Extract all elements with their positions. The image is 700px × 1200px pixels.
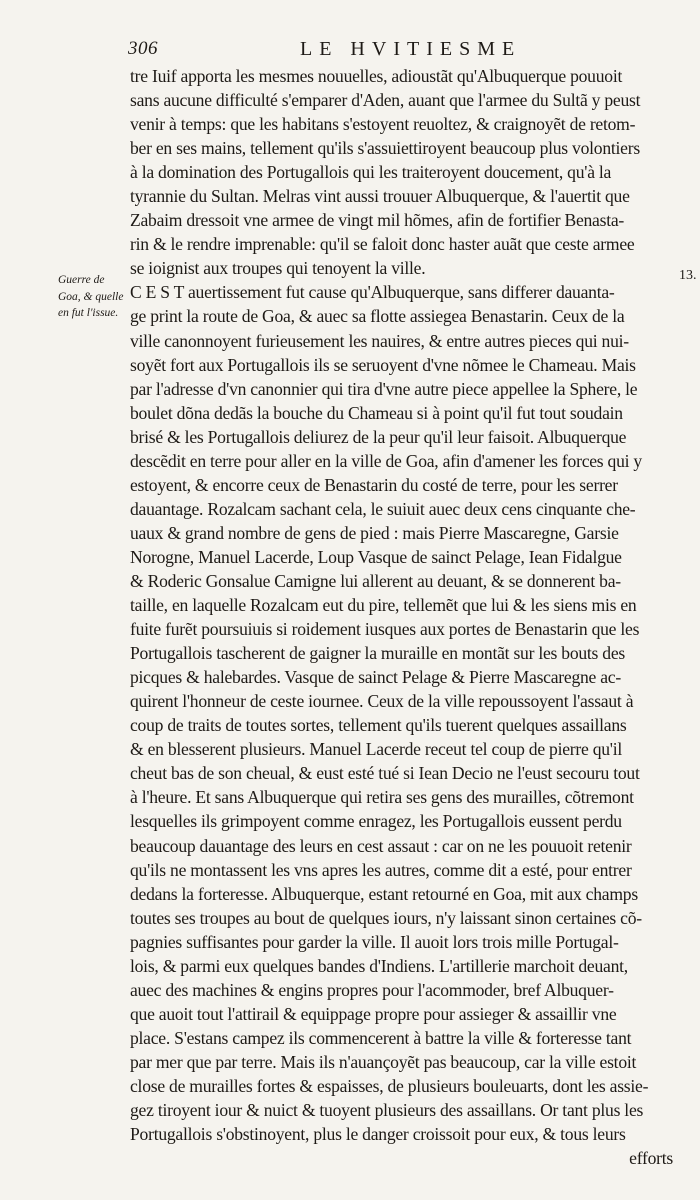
text-line: fuite furẽt poursuiuis si roidement iusques aux portes de Benastarin que les bbox=[130, 619, 640, 640]
text-line: que auoit tout l'attirail & equippage propre pour assieger & assaillir vne bbox=[130, 1003, 617, 1024]
text-line: ber en ses mains, tellement qu'ils s'assuiettiroyent beaucoup plus volontiers bbox=[130, 138, 640, 159]
text-line: brisé & les Portugallois deliurez de la peur qu'il leur faisoit. Albuquerque bbox=[130, 426, 627, 447]
margin-note-line: Guerre de bbox=[58, 274, 105, 286]
text-line: toutes ses troupes au bout de quelques iours, n'y laissant sinon certaines cõ- bbox=[130, 907, 642, 928]
text-line: par mer que par terre. Mais ils n'auançoyẽt pas beaucoup, car la ville estoit bbox=[130, 1051, 637, 1072]
body-text bbox=[130, 64, 677, 1170]
text-line: boulet dõna dedãs la bouche du Chameau si à point qu'il fut tout soudain bbox=[130, 402, 623, 423]
text-line: se ioignist aux troupes qui tenoyent la ville. bbox=[130, 258, 426, 279]
text-line: taille, en laquelle Rozalcam eut du pire, tellemẽt que lui & les siens mis en bbox=[130, 595, 637, 616]
text-line: lois, & parmi eux quelques bandes d'Indiens. L'artillerie marchoit deuant, bbox=[130, 955, 628, 976]
running-head: LE HVITIESME bbox=[300, 38, 522, 60]
text-line: qu'ils ne montassent les vns apres les autres, comme dit a esté, pour entrer bbox=[130, 859, 632, 880]
text-line: pagnies suffisantes pour garder la ville. Il auoit lors trois mille Portugal- bbox=[130, 931, 619, 952]
text-line: par l'adresse d'vn canonnier qui tira d'vne autre piece appellee la Sphere, le bbox=[130, 378, 638, 399]
text-line: estoyent, & encorre ceux de Benastarin du costé de terre, pour les serrer bbox=[130, 474, 618, 495]
margin-chapter-number: 13. bbox=[679, 268, 697, 283]
text-line: Portugallois tascherent de gaigner la muraille en montãt sur les bouts des bbox=[130, 643, 626, 664]
margin-note-line: en fut l'issue. bbox=[58, 307, 119, 319]
text-line: descẽdit en terre pour aller en la ville de Goa, afin d'amener les forces qui y bbox=[130, 450, 642, 471]
text-line: & Roderic Gonsalue Camigne lui allerent au deuant, & se donnerent ba- bbox=[130, 570, 621, 591]
text-line: ville canonnoyent furieusement les nauires, & entre autres pieces qui nui- bbox=[130, 330, 629, 351]
text-line: tyrannie du Sultan. Melras vint aussi trouuer Albuquerque, & l'auertit que bbox=[130, 186, 630, 207]
text-line: lesquelles ils grimpoyent comme enragez, les Portugallois eussent perdu bbox=[130, 811, 622, 832]
text-line: uaux & grand nombre de gens de pied : mais Pierre Mascaregne, Garsie bbox=[130, 522, 619, 543]
margin-note-line: Goa, & quelle bbox=[58, 290, 124, 303]
text-line: place. S'estans campez ils commencerent à battre la ville & forteresse tant bbox=[130, 1027, 632, 1048]
text-line: C E S T auertissement fut cause qu'Albuquerque, sans differer dauanta- bbox=[130, 282, 615, 303]
text-line: quirent l'honneur de ceste iournee. Ceux de la ville repoussoyent l'assaut à bbox=[130, 691, 634, 712]
text-line: Norogne, Manuel Lacerde, Loup Vasque de sainct Pelage, Iean Fidalgue bbox=[130, 546, 622, 567]
text-line: dauantage. Rozalcam sachant cela, le suiuit auec deux cens cinquante che- bbox=[130, 498, 636, 519]
text-line: cheut bas de son cheual, & eust esté tué si Iean Decio ne l'eust secouru tout bbox=[130, 763, 640, 784]
text-line: gez tiroyent iour & nuict & tuoyent plusieurs des assaillans. Or tant plus les bbox=[130, 1100, 644, 1121]
text-line: & en blesserent plusieurs. Manuel Lacerde receut tel coup de pierre qu'il bbox=[130, 739, 623, 760]
text-line: beaucoup dauantage des leurs en cest assaut : car on ne les pouuoit retenir bbox=[130, 835, 632, 856]
text-line: venir à temps: que les habitans s'estoyent reuoltez, & craignoyẽt de retom- bbox=[130, 114, 636, 135]
text-line: picques & halebardes. Vasque de sainct Pelage & Pierre Mascaregne ac- bbox=[130, 667, 621, 688]
text-line: à la domination des Portugallois qui les traiteroyent doucement, qu'à la bbox=[130, 162, 612, 183]
text-line: à l'heure. Et sans Albuquerque qui retira ses gens des murailles, cõtremont bbox=[130, 787, 634, 808]
text-line: tre Iuif apporta les mesmes nouuelles, adioustãt qu'Albuquerque pouuoit bbox=[130, 66, 623, 86]
text-line: auec des machines & engins propres pour l'acommoder, bref Albuquer- bbox=[130, 979, 614, 1000]
text-line: dedans la forteresse. Albuquerque, estant retourné en Goa, mit aux champs bbox=[130, 883, 638, 904]
text-line: soyẽt fort aux Portugallois ils se seruoyent d'vne nõmee le Chameau. Mais bbox=[130, 354, 636, 375]
text-line: coup de traits de toutes sortes, tellement qu'ils tuerent quelques assaillans bbox=[130, 715, 627, 736]
text-line: ge print la route de Goa, & auec sa flotte assiegea Benastarin. Ceux de la bbox=[130, 306, 625, 327]
text-line: Zabaim dressoit vne armee de vingt mil hõmes, afin de fortifier Benasta- bbox=[130, 210, 625, 231]
margin-note bbox=[58, 272, 130, 322]
text-line: rin & le rendre imprenable: qu'il se faloit donc haster auãt que ceste armee bbox=[130, 234, 635, 255]
page-number: 306 bbox=[128, 38, 158, 59]
catchword: efforts bbox=[629, 1148, 673, 1169]
text-line: close de murailles fortes & espaisses, de plusieurs bouleuarts, dont les assie- bbox=[130, 1075, 649, 1096]
text-line: sans aucune difficulté s'emparer d'Aden, auant que l'armee du Sultã y peust bbox=[130, 90, 641, 111]
text-line: Portugallois s'obstinoyent, plus le danger croissoit pour eux, & tous leurs bbox=[130, 1124, 626, 1145]
